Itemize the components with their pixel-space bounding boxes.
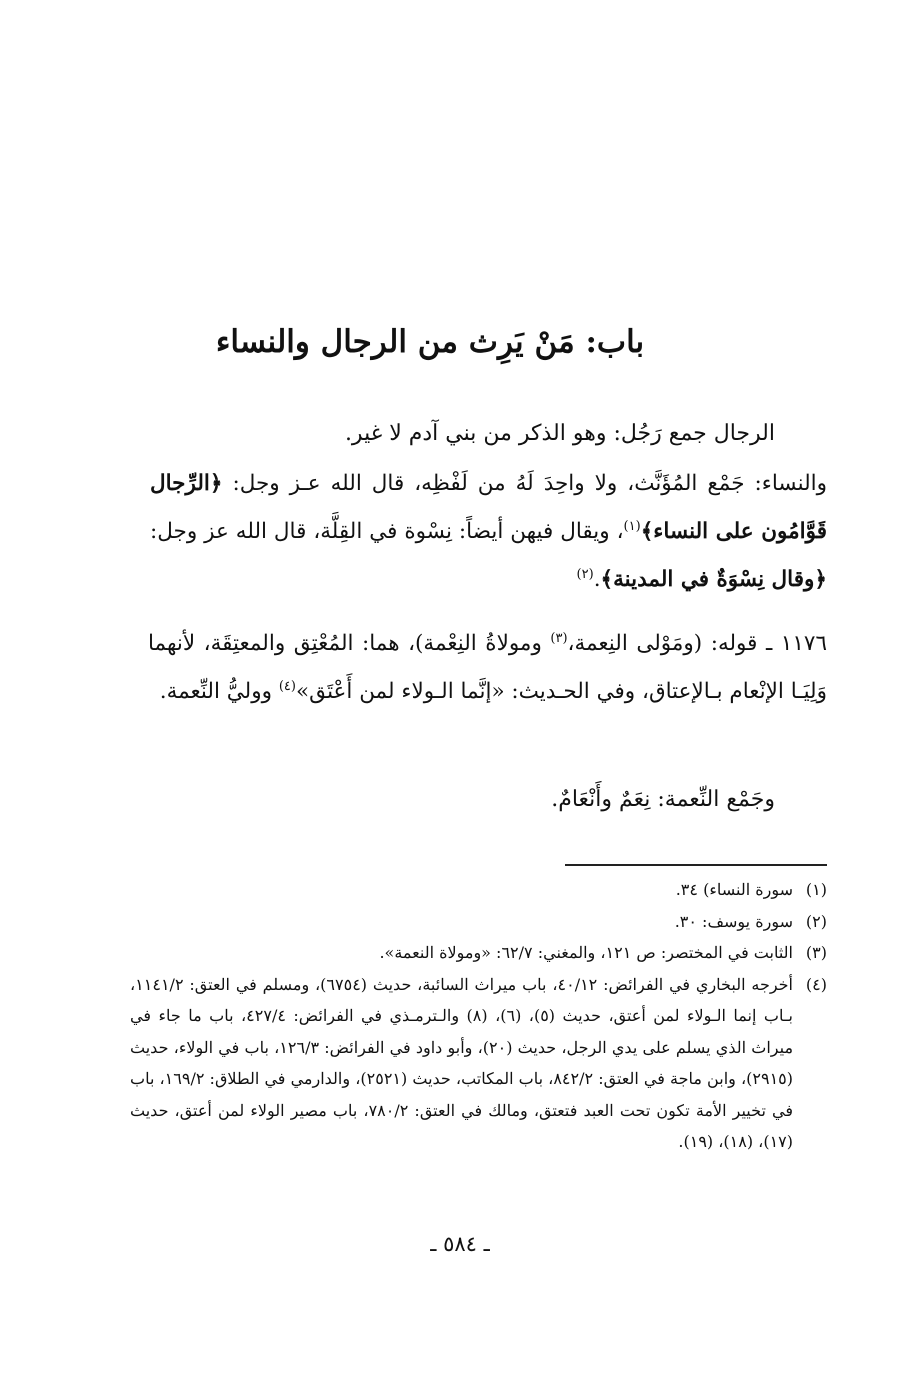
footnote-text: أخرجه البخاري في الفرائض: ٤٠/١٢، باب ميراث السائبة، حديث (٦٧٥٤)، ومسلم في العتق: ١١٤١/٢، بـاب إنما الـولاء لمن أعتق، حديث (٥)، (٦)، (٨) والـترمـذي في الفرائض: ٤٢٧/٤، باب ما جاء في ميراث الذي يسلم على يدي الرجل، حديث (٢٠)، وأبو داود في الفرائض: ١٢٦/٣، باب في الولاء، حديث (٢٩١٥)، وابن ماجة في العتق: ٨٤٢/٢، باب المكاتب، حديث (٢٥٢١)، والدارمي في الطلاق: ١٦٩/٢، باب في تخيير الأمة تكون تحت العبد فتعتق، ومالك في العتق: ٧٨٠/٢، باب مصير الولاء لمن أعتق، حديث (١٧)، (١٨)، (١٩).: [130, 974, 794, 1151]
paragraph-plural: وجَمْع النِّعمة: نِعَمٌ وأَنْعَامٌ.: [551, 787, 775, 812]
paragraph-women-definition: [150, 460, 827, 604]
footnote-text: سورة يوسف: ٣٠.: [674, 911, 793, 931]
footnote-item: [130, 906, 827, 938]
paragraph-text: .: [593, 567, 601, 592]
paragraph-text: ووليُّ النِّعمة.: [159, 679, 279, 704]
paragraph-men-definition: الرجال جمع رَجُل: وهو الذكر من بني آدم لا غير.: [344, 421, 775, 446]
quran-verse: ﴿وقال نِسْوَةٌ في المدينة﴾: [600, 567, 827, 592]
paragraph-text: ١١٧٦ ـ قوله: (ومَوْلى النِعمة،: [567, 631, 827, 656]
footnote-item: [130, 937, 827, 969]
paragraph-text: ، ويقال فيهن أيضاً: نِسْوة في القِلَّة، قال الله عز وجل:: [150, 519, 624, 544]
paragraph-mawla-definition: [148, 620, 827, 716]
footnotes-list: [130, 874, 827, 1158]
footnote-ref: (٢): [576, 566, 594, 582]
footnote-number: (٢): [805, 911, 827, 931]
footnote-number: (٤): [805, 974, 827, 994]
footnote-item: [130, 874, 827, 906]
footnote-text: الثابت في المختصر: ص ١٢١، والمغني: ٦٢/٧: «ومولاة النعمة».: [379, 943, 793, 962]
footnote-ref: (١): [623, 518, 641, 534]
footnote-text: سورة النساء) ٣٤.: [675, 880, 793, 899]
footnote-number: (١): [805, 880, 827, 899]
page-number: ـ ٥٨٤ ـ: [430, 1232, 490, 1256]
footnote-ref: (٣): [550, 630, 568, 646]
paragraph-text: والنساء: جَمْع المُؤَنَّث، ولا واحِدَ لَهُ من لَفْظِه، قال الله عـز وجل:: [232, 471, 827, 496]
quran-verse: ﴿الرِّجال قَوَّامُون على النساء﴾: [150, 471, 827, 544]
chapter-title: باب: مَنْ يَرِث من الرجال والنساء: [215, 324, 645, 360]
footnote-item: [130, 969, 827, 1158]
footnote-number: (٣): [805, 943, 827, 962]
footnote-ref: (٤): [278, 678, 296, 694]
footnote-divider: [565, 864, 827, 866]
paragraph-text: ومولاةُ النِعْمة)، هما: المُعْتِق والمعتِقَة، لأنهما وَلِيَـا الإنْعام بـالإعتاق، وفي الحـديث: «إنَّما الـولاء لمن أَعْتَق»: [148, 631, 827, 704]
